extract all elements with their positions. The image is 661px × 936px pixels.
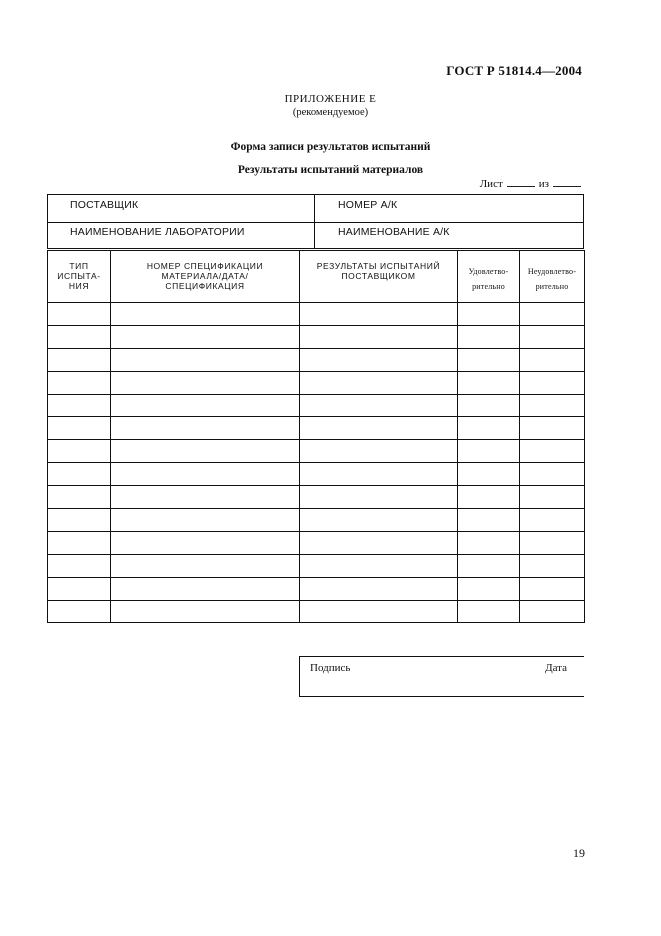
table-row — [48, 440, 585, 463]
col-supplier-results: РЕЗУЛЬТАТЫ ИСПЫТАНИЙ ПОСТАВЩИКОМ — [300, 251, 458, 303]
sheet-counter — [480, 177, 581, 190]
table-cell[interactable] — [520, 486, 585, 509]
table-cell[interactable] — [458, 463, 520, 486]
standard-number: ГОСТ Р 51814.4—2004 — [446, 63, 582, 78]
table-cell[interactable] — [48, 371, 111, 394]
table-row — [48, 394, 585, 417]
table-header-row — [48, 251, 585, 303]
signature-block — [299, 656, 584, 697]
table-cell[interactable] — [111, 531, 300, 554]
table-cell[interactable] — [458, 577, 520, 600]
table-row — [48, 577, 585, 600]
page-number: 19 — [573, 846, 585, 860]
table-cell[interactable] — [458, 348, 520, 371]
table-cell[interactable] — [300, 531, 458, 554]
table-cell[interactable] — [111, 554, 300, 577]
table-cell[interactable] — [300, 463, 458, 486]
sheet-label: Лист — [479, 178, 503, 190]
table-cell[interactable] — [458, 486, 520, 509]
table-cell[interactable] — [48, 417, 111, 440]
table-cell[interactable] — [520, 394, 585, 417]
ak-name-label: НАИМЕНОВАНИЕ А/К — [338, 226, 450, 238]
col-unsatisfactory: Неудовлетво- рительно — [520, 251, 585, 303]
table-cell[interactable] — [48, 303, 111, 326]
table-cell[interactable] — [300, 325, 458, 348]
section-title: Результаты испытаний материалов — [237, 164, 424, 176]
table-cell[interactable] — [300, 348, 458, 371]
table-cell[interactable] — [111, 509, 300, 532]
table-row — [48, 303, 585, 326]
table-cell[interactable] — [111, 325, 300, 348]
table-cell[interactable] — [300, 371, 458, 394]
table-cell[interactable] — [111, 371, 300, 394]
table-cell[interactable] — [111, 417, 300, 440]
table-cell[interactable] — [520, 303, 585, 326]
annex-title: ПРИЛОЖЕНИЕ Е — [284, 93, 377, 105]
table-cell[interactable] — [520, 348, 585, 371]
table-cell[interactable] — [458, 600, 520, 623]
table-cell[interactable] — [458, 371, 520, 394]
lab-name-label: НАИМЕНОВАНИЕ ЛАБОРАТОРИИ — [70, 226, 245, 238]
table-cell[interactable] — [48, 463, 111, 486]
table-row — [48, 509, 585, 532]
table-cell[interactable] — [111, 303, 300, 326]
table-cell[interactable] — [458, 325, 520, 348]
table-cell[interactable] — [520, 371, 585, 394]
results-table — [47, 250, 585, 623]
table-row — [48, 417, 585, 440]
table-cell[interactable] — [300, 486, 458, 509]
table-row — [48, 531, 585, 554]
annex-heading — [0, 93, 661, 119]
table-row — [48, 348, 585, 371]
table-cell[interactable] — [520, 325, 585, 348]
table-cell[interactable] — [458, 417, 520, 440]
table-cell[interactable] — [300, 554, 458, 577]
table-cell[interactable] — [48, 394, 111, 417]
table-cell[interactable] — [300, 600, 458, 623]
table-cell[interactable] — [300, 577, 458, 600]
table-cell[interactable] — [111, 486, 300, 509]
table-cell[interactable] — [520, 463, 585, 486]
col-test-type: ТИП ИСПЫТА- НИЯ — [48, 251, 111, 303]
table-cell[interactable] — [458, 554, 520, 577]
table-row — [48, 486, 585, 509]
table-cell[interactable] — [520, 577, 585, 600]
table-cell[interactable] — [111, 440, 300, 463]
sheet-number-blank[interactable] — [507, 177, 535, 187]
table-cell[interactable] — [111, 600, 300, 623]
table-cell[interactable] — [458, 509, 520, 532]
table-row — [48, 463, 585, 486]
date-label: Дата — [545, 662, 567, 674]
ak-number-label: НОМЕР А/К — [338, 199, 398, 211]
table-cell[interactable] — [458, 531, 520, 554]
table-cell[interactable] — [111, 394, 300, 417]
table-cell[interactable] — [458, 440, 520, 463]
table-row — [48, 600, 585, 623]
sheet-of-label: из — [538, 178, 549, 190]
table-cell[interactable] — [48, 509, 111, 532]
table-cell[interactable] — [520, 600, 585, 623]
table-cell[interactable] — [520, 531, 585, 554]
annex-subtitle: (рекомендуемое) — [292, 107, 369, 118]
table-cell[interactable] — [520, 417, 585, 440]
table-cell[interactable] — [300, 440, 458, 463]
signature-label: Подпись — [310, 662, 351, 674]
table-cell[interactable] — [48, 554, 111, 577]
table-cell[interactable] — [520, 554, 585, 577]
table-cell[interactable] — [300, 417, 458, 440]
table-cell[interactable] — [111, 348, 300, 371]
table-cell[interactable] — [520, 509, 585, 532]
table-cell[interactable] — [48, 325, 111, 348]
table-cell[interactable] — [48, 440, 111, 463]
col-satisfactory: Удовлетво- рительно — [458, 251, 520, 303]
sheet-total-blank[interactable] — [553, 177, 581, 187]
table-cell[interactable] — [458, 394, 520, 417]
table-row — [48, 554, 585, 577]
supplier-block — [47, 194, 584, 249]
table-cell[interactable] — [300, 509, 458, 532]
supplier-label: ПОСТАВЩИК — [70, 199, 139, 211]
table-cell[interactable] — [458, 303, 520, 326]
table-cell[interactable] — [48, 600, 111, 623]
form-title: Форма записи результатов испытаний — [230, 141, 431, 153]
col-spec-number: НОМЕР СПЕЦИФИКАЦИИ МАТЕРИАЛА/ДАТА/ СПЕЦИФИКАЦИЯ — [111, 251, 300, 303]
table-cell[interactable] — [48, 531, 111, 554]
table-cell[interactable] — [48, 577, 111, 600]
table-cell[interactable] — [111, 463, 300, 486]
table-cell[interactable] — [48, 486, 111, 509]
table-cell[interactable] — [300, 303, 458, 326]
table-cell[interactable] — [48, 348, 111, 371]
table-row — [48, 371, 585, 394]
table-cell[interactable] — [520, 440, 585, 463]
table-cell[interactable] — [300, 394, 458, 417]
table-cell[interactable] — [111, 577, 300, 600]
table-row — [48, 325, 585, 348]
